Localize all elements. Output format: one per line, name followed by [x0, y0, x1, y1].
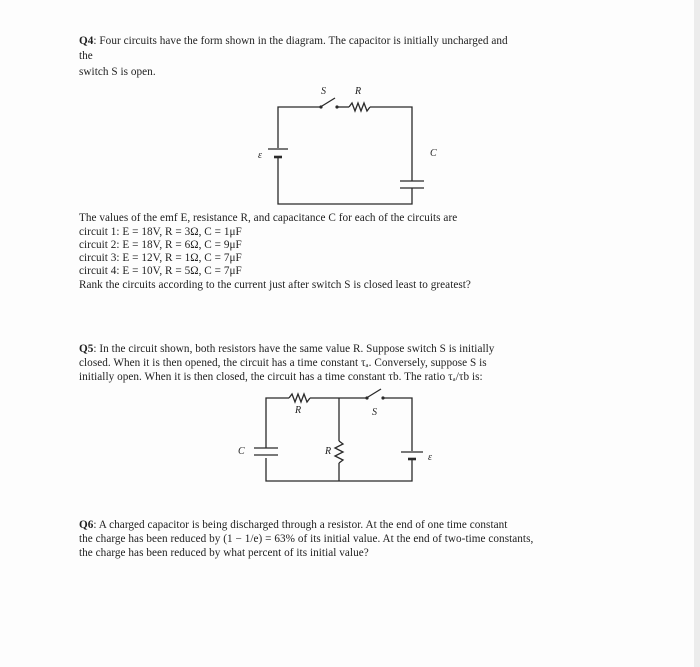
q4-circuit-2: circuit 2: E = 18V, R = 6Ω, C = 9μF	[79, 239, 242, 251]
q5-line-2: closed. When it is then opened, the circuit has a time constant τₐ. Conversely, suppose S is	[79, 357, 487, 369]
q5-middle-resistor-label: R	[325, 446, 332, 457]
q4-switch-label: S	[321, 86, 326, 97]
q6-text-1: : A charged capacitor is being discharged through a resistor. At the end of one time constant	[93, 519, 508, 531]
q5-line-3: initially open. When it is then closed, the circuit has a time constant τb. The ratio τₐ/τb is:	[79, 371, 483, 383]
q6-line-3: the charge has been reduced by what percent of its initial value?	[79, 547, 369, 559]
q4-emf-label: ε	[258, 150, 262, 161]
q5-text-1: : In the circuit shown, both resistors have the same value R. Suppose switch S is initially	[93, 343, 495, 355]
q5-switch-label: S	[372, 407, 377, 418]
q6-line-2: the charge has been reduced by (1 − 1/e) = 63% of its initial value. At the end of two-time constants,	[79, 533, 534, 545]
q4-line-3: switch S is open.	[79, 66, 156, 78]
q5-wire-left-top	[266, 398, 289, 448]
q6-line-1	[79, 519, 507, 533]
q5-capacitor-label: C	[238, 446, 245, 457]
q4-capacitor-label: C	[430, 148, 437, 159]
q5-switch-blade	[368, 389, 381, 397]
q5-number: Q5	[79, 343, 94, 355]
q4-values-intro: The values of the emf E, resistance R, and capacitance C for each of the circuits are	[79, 212, 458, 224]
q4-circuit-3: circuit 3: E = 12V, R = 1Ω, C = 7μF	[79, 252, 242, 264]
q5-top-resistor-zigzag	[289, 394, 310, 402]
q4-number: Q4	[79, 35, 94, 47]
q4-text-1: : Four circuits have the form shown in the diagram. The capacitor is initially uncharged and	[93, 35, 508, 47]
q4-resistor-label: R	[355, 86, 362, 97]
q5-top-resistor-label: R	[295, 405, 302, 416]
q5-emf-label: ε	[428, 452, 432, 463]
q4-circuit-4: circuit 4: E = 10V, R = 5Ω, C = 7μF	[79, 265, 242, 277]
q4-question: Rank the circuits according to the current just after switch S is closed least to greatest?	[79, 279, 471, 291]
q5-middle-resistor-zigzag	[335, 441, 343, 463]
q4-circuit-1: circuit 1: E = 18V, R = 3Ω, C = 1μF	[79, 226, 242, 238]
q5-wire-right-top	[384, 398, 412, 451]
q4-line-2: the	[79, 50, 93, 62]
q6-number: Q6	[79, 519, 94, 531]
